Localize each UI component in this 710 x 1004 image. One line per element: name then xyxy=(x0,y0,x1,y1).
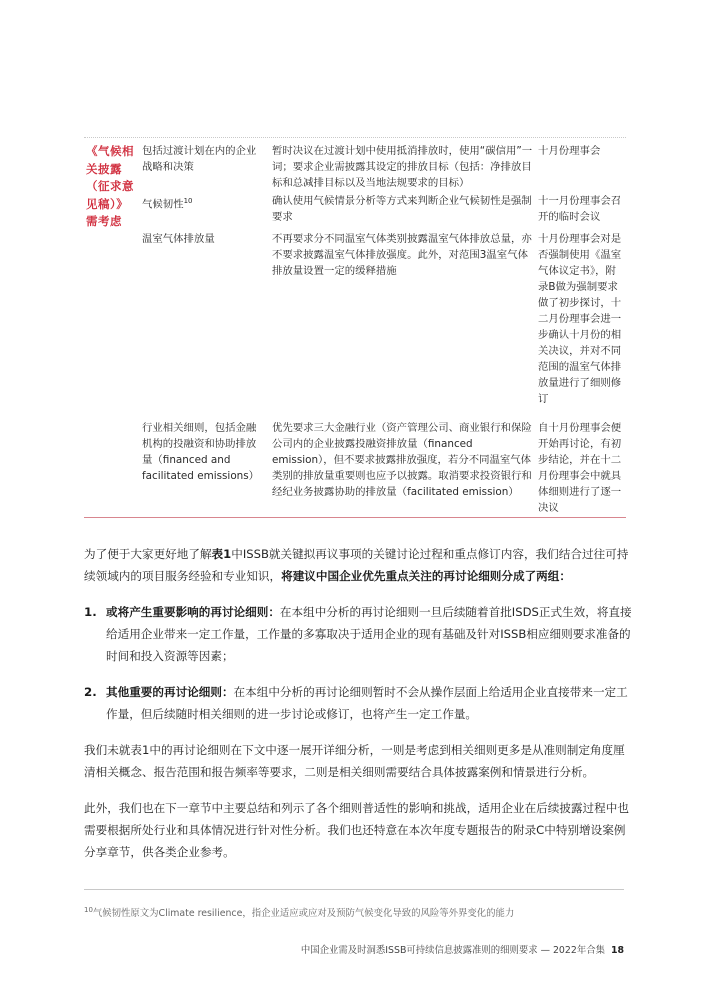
table-row-3-meeting: 十月份理事会对是否强制使用《温室气体议定书》，附录B做为强制要求做了初步探讨，十二月份理事会进一步确认十月份的相关决议，并对不同范围的温室气体排放量进行了细则修订 xyxy=(538,233,622,405)
intro-paragraph xyxy=(84,543,632,587)
list-item-2-lead: 其他重要的再讨论细则： xyxy=(106,685,234,699)
table-row-4-change: 优先要求三大金融行业（资产管理公司、商业银行和保险公司内的企业披露投融资排放量（financed emission），但不要求披露排放强度，若分不同温室气体类别的排放量重要则也应予以披露。取消要求投资银行和经纪业务披露协助的排放量（facilitated emission） xyxy=(272,422,532,498)
intro-text-2: 中ISSB就关键拟再议事项的关键讨论过程和重点修订内容，我们结合过往可持续领域内的项目服务经验和专业知识， xyxy=(84,547,629,583)
footnote-ref: 10 xyxy=(183,197,193,205)
list-number-1: 1. xyxy=(84,605,97,619)
table-row-4-topic: 行业相关细则，包括金融机构的投融资和协助排放量（financed and facilitated emissions） xyxy=(142,422,260,482)
list-item-2 xyxy=(106,681,632,725)
list-item-1 xyxy=(106,601,632,667)
intro-text-1: 为了便于大家更好地了解 xyxy=(84,547,212,561)
list-item-1-text: 在本组中分析的再讨论细则一旦后续随着首批ISDS正式生效，将直接给适用企业带来一定工作量，工作量的多寡取决于适用企业的现有基础及针对ISSB相应细则要求准备的时间和投入资源等因素； xyxy=(106,605,632,663)
table-bottom-divider xyxy=(84,517,626,518)
table-row-2-topic xyxy=(142,193,262,212)
intro-table-ref: 表1 xyxy=(211,547,232,561)
footnote xyxy=(84,905,514,919)
table-row-3-change: 不再要求分不同温室气体类别披露温室气体排放总量，亦不要求披露温室气体排放强度。此外，对范围3温室气体排放量设置一定的缓释措施 xyxy=(272,233,532,277)
table-row-3-topic: 温室气体排放量 xyxy=(142,233,215,245)
table-row-4-meeting: 自十月份理事会便开始再讨论，有初步结论，并在十二月份理事会中就具体细则进行了逐一决议 xyxy=(538,422,622,514)
table-row-1-meeting: 十月份理事会 xyxy=(538,145,601,157)
list-item-1-lead: 或将产生重要影响的再讨论细则： xyxy=(106,605,280,619)
table-top-divider xyxy=(84,137,626,138)
footnote-mark: 10 xyxy=(84,905,93,914)
intro-emphasis: 将建议中国企业优先重点关注的再讨论细则分成了两组： xyxy=(281,569,571,583)
appendix-paragraph: 此外，我们也在下一章节中主要总结和列示了各个细则普适性的影响和挑战，适用企业在后续披露过程中也需要根据所处行业和具体情况进行针对性分析。我们也还特意在本次年度专题报告的附录C中特别增设案例分享章节，供各类企业参考。 xyxy=(84,801,629,859)
footnote-text: 气候韧性原文为Climate resilience，指企业适应或应对及预防气候变化导致的风险等外界变化的能力 xyxy=(92,908,515,919)
table-row-2-topic-text: 气候韧性 xyxy=(142,198,184,211)
page-number: 18 xyxy=(610,945,624,956)
analysis-paragraph: 我们未就表1中的再讨论细则在下文中逐一展开详细分析，一则是考虑到相关细则更多是从准则制定角度厘清相关概念、报告范围和报告频率等要求，二则是相关细则需要结合具体披露案例和情景进行分析。 xyxy=(84,743,625,779)
table-row-2-change: 确认使用气候情景分析等方式来判断企业气候韧性是强制要求 xyxy=(272,195,532,223)
footer-title: 中国企业需及时洞悉ISSB可持续信息披露准则的细则要求 — 2022年合集 xyxy=(300,945,605,956)
table-row-1-change: 暂时决议在过渡计划中使用抵消排放时，使用“碳信用”一词；要求企业需披露其设定的排放目标（包括：净排放目标和总减排目标以及当地法规要求的目标） xyxy=(272,145,533,189)
page-footer xyxy=(301,942,624,956)
list-item-2-text: 在本组中分析的再讨论细则暂时不会从操作层面上给适用企业直接带来一定工作量，但后续随时相关细则的进一步讨论或修订，也将产生一定工作量。 xyxy=(106,685,628,721)
footnote-divider xyxy=(84,889,624,890)
table-row-1-topic: 包括过渡计划在内的企业战略和决策 xyxy=(142,145,257,173)
list-number-2: 2. xyxy=(84,685,97,699)
table-category-label: 《气候相关披露（征求意见稿）》需考虑 xyxy=(86,144,134,228)
table-row-2-meeting: 十一月份理事会召开的临时会议 xyxy=(538,195,622,223)
